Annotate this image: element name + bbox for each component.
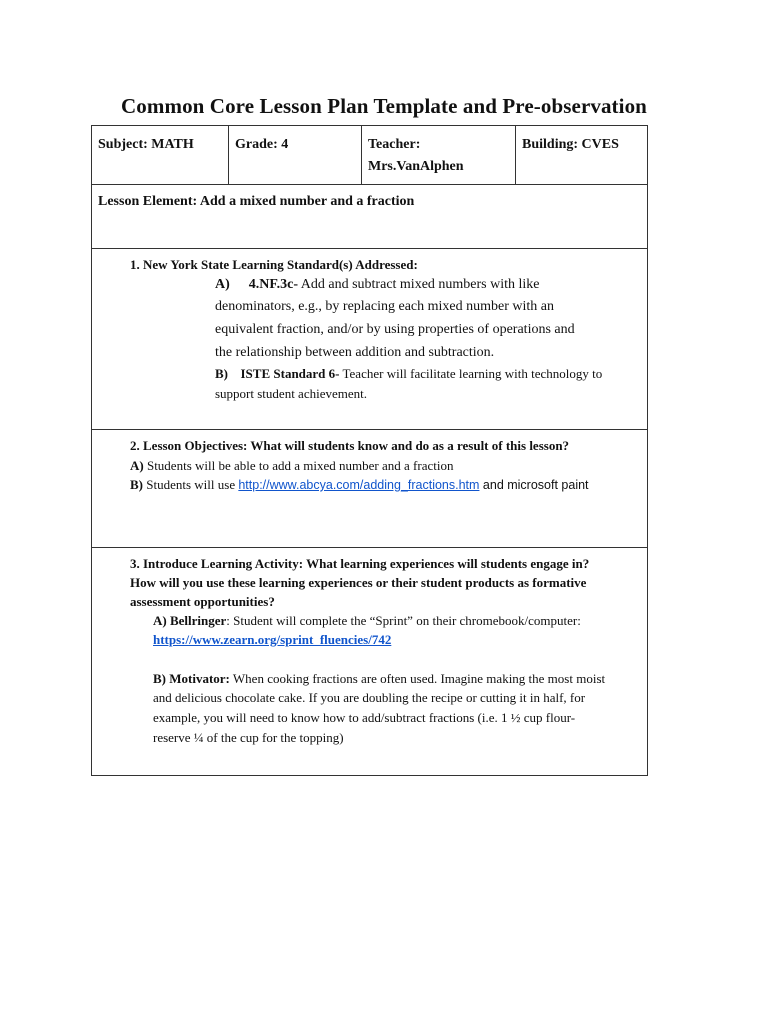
standard-a-label: A) bbox=[215, 277, 230, 292]
activity-heading-1: 3. Introduce Learning Activity: What learning experiences will students engage in? bbox=[130, 556, 590, 571]
teacher-name: Mrs.VanAlphen bbox=[368, 159, 464, 174]
header-row bbox=[92, 126, 647, 184]
standard-a-text-1: Add and subtract mixed numbers with like bbox=[298, 277, 540, 292]
lesson-plan-table bbox=[91, 125, 648, 776]
objective-a-label: A) bbox=[130, 458, 144, 473]
motivator-label: B) Motivator: bbox=[153, 671, 230, 686]
activity-heading-3: assessment opportunities? bbox=[130, 594, 275, 609]
motivator-line-2: and delicious chocolate cake. If you are doubling the recipe or cutting it in half, for bbox=[153, 690, 586, 705]
grade-text: Grade: 4 bbox=[235, 137, 289, 152]
standard-a-line4: the relationship between addition and subtraction. bbox=[215, 345, 495, 360]
building-text: Building: CVES bbox=[522, 137, 619, 152]
bellringer-line bbox=[153, 613, 581, 629]
standard-b-line2: support student achievement. bbox=[215, 386, 367, 401]
objective-a-text: Students will be able to add a mixed number and a fraction bbox=[143, 458, 454, 473]
bellringer-text: : Student will complete the “Sprint” on their chromebook/computer: bbox=[226, 613, 581, 628]
activity-row bbox=[92, 547, 647, 775]
standards-row bbox=[92, 248, 647, 429]
standard-a-line1 bbox=[215, 277, 540, 293]
objectives-row bbox=[92, 429, 647, 547]
lesson-element-text: Lesson Element: Add a mixed number and a fraction bbox=[98, 194, 415, 209]
building-cell bbox=[515, 126, 647, 184]
standard-a-line3: equivalent fraction, and/or by using properties of operations and bbox=[215, 322, 575, 337]
motivator-text-1: When cooking fractions are often used. Imagine making the most moist bbox=[229, 671, 606, 686]
motivator-line-3: example, you will need to know how to add/subtract fractions (i.e. 1 ½ cup flour- bbox=[153, 710, 576, 725]
zearn-link[interactable]: https://www.zearn.org/sprint_fluencies/742 bbox=[153, 632, 392, 647]
objective-b bbox=[130, 477, 589, 493]
standards-heading: 1. New York State Learning Standard(s) Addressed: bbox=[130, 257, 418, 272]
standard-a-line2: denominators, e.g., by replacing each mixed number with an bbox=[215, 299, 555, 314]
standard-a-code: 4.NF.3c- bbox=[248, 277, 299, 292]
standard-b-code: ISTE Standard 6- bbox=[240, 366, 340, 381]
motivator-line-4: reserve ¼ of the cup for the topping) bbox=[153, 730, 344, 745]
standard-b-label: B) bbox=[215, 366, 228, 381]
grade-cell bbox=[228, 126, 361, 184]
document-title: Common Core Lesson Plan Template and Pre-observation bbox=[121, 94, 647, 118]
objective-a bbox=[130, 458, 453, 474]
teacher-label: Teacher: bbox=[368, 137, 421, 152]
bellringer-label: A) Bellringer bbox=[153, 613, 227, 628]
subject-text: Subject: MATH bbox=[98, 137, 194, 152]
standard-b-line1 bbox=[215, 366, 602, 382]
lesson-element-row bbox=[92, 184, 647, 248]
teacher-cell bbox=[361, 126, 515, 184]
motivator-line-1 bbox=[153, 671, 605, 687]
abcya-link[interactable]: http://www.abcya.com/adding_fractions.htm bbox=[238, 478, 480, 492]
objective-b-label: B) bbox=[130, 477, 143, 492]
subject-cell bbox=[92, 126, 228, 184]
objective-b-after: and microsoft paint bbox=[479, 478, 589, 492]
activity-heading-2: How will you use these learning experiences or their student products as formative bbox=[130, 575, 587, 590]
objectives-heading: 2. Lesson Objectives: What will students know and do as a result of this lesson? bbox=[130, 438, 570, 453]
objective-b-text: Students will use bbox=[143, 477, 239, 492]
standard-b-text-1: Teacher will facilitate learning with technology to bbox=[339, 366, 603, 381]
